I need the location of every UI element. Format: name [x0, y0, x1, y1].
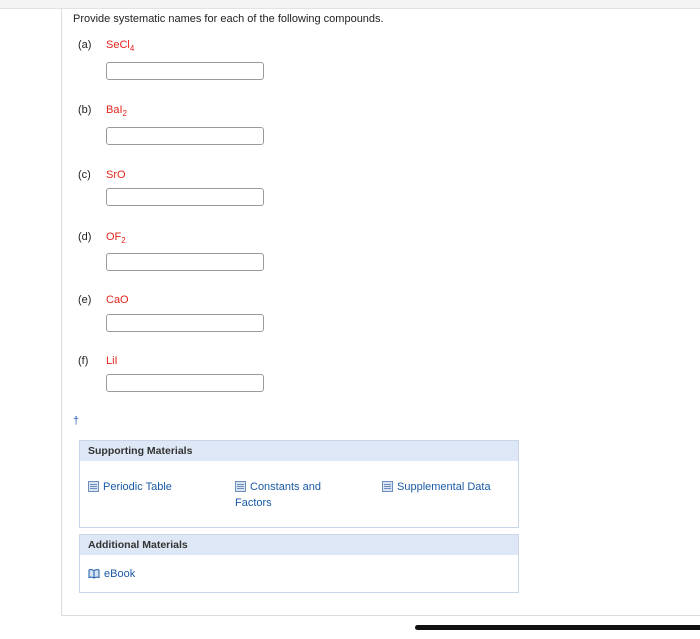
question-b	[78, 104, 127, 118]
formula: BaI$_2$	[106, 104, 127, 118]
question-letter: (b)	[78, 104, 92, 116]
question-letter: (f)	[78, 355, 89, 367]
formula: SrO	[106, 169, 126, 181]
book-icon	[88, 568, 100, 579]
formula: CaO	[106, 294, 129, 306]
additional-materials-box	[79, 534, 519, 593]
answer-input-e[interactable]	[106, 314, 264, 332]
question-e	[78, 294, 129, 306]
answer-input-a[interactable]	[106, 62, 264, 80]
periodic-table-link[interactable]: Periodic Table	[88, 479, 172, 495]
question-f	[78, 355, 118, 367]
formula: SeCl$_4$	[106, 39, 135, 53]
answer-input-d[interactable]	[106, 253, 264, 271]
answer-input-b[interactable]	[106, 127, 264, 145]
home-indicator	[415, 625, 700, 630]
answer-input-f[interactable]	[106, 374, 264, 392]
instruction-text: Provide systematic names for each of the following compounds.	[73, 13, 384, 25]
document-icon	[88, 481, 99, 492]
dagger-mark: †	[73, 415, 80, 427]
question-letter: (d)	[78, 231, 92, 243]
formula: LiI	[106, 355, 118, 367]
question-c	[78, 169, 126, 181]
additional-materials-title: Additional Materials	[80, 535, 518, 555]
formula: $OF_2$	[106, 231, 126, 245]
supplemental-data-link[interactable]: Supplemental Data	[382, 479, 491, 495]
document-icon	[235, 481, 246, 492]
question-d	[78, 231, 126, 245]
question-letter: (a)	[78, 39, 92, 51]
supporting-materials-title: Supporting Materials	[80, 441, 518, 461]
answer-input-c[interactable]	[106, 188, 264, 206]
document-icon	[382, 481, 393, 492]
question-letter: (c)	[78, 169, 91, 181]
constants-factors-link[interactable]: Constants and Factors	[235, 481, 321, 509]
question-letter: (e)	[78, 294, 92, 306]
ebook-link[interactable]: eBook	[88, 566, 135, 582]
question-a	[78, 39, 134, 53]
